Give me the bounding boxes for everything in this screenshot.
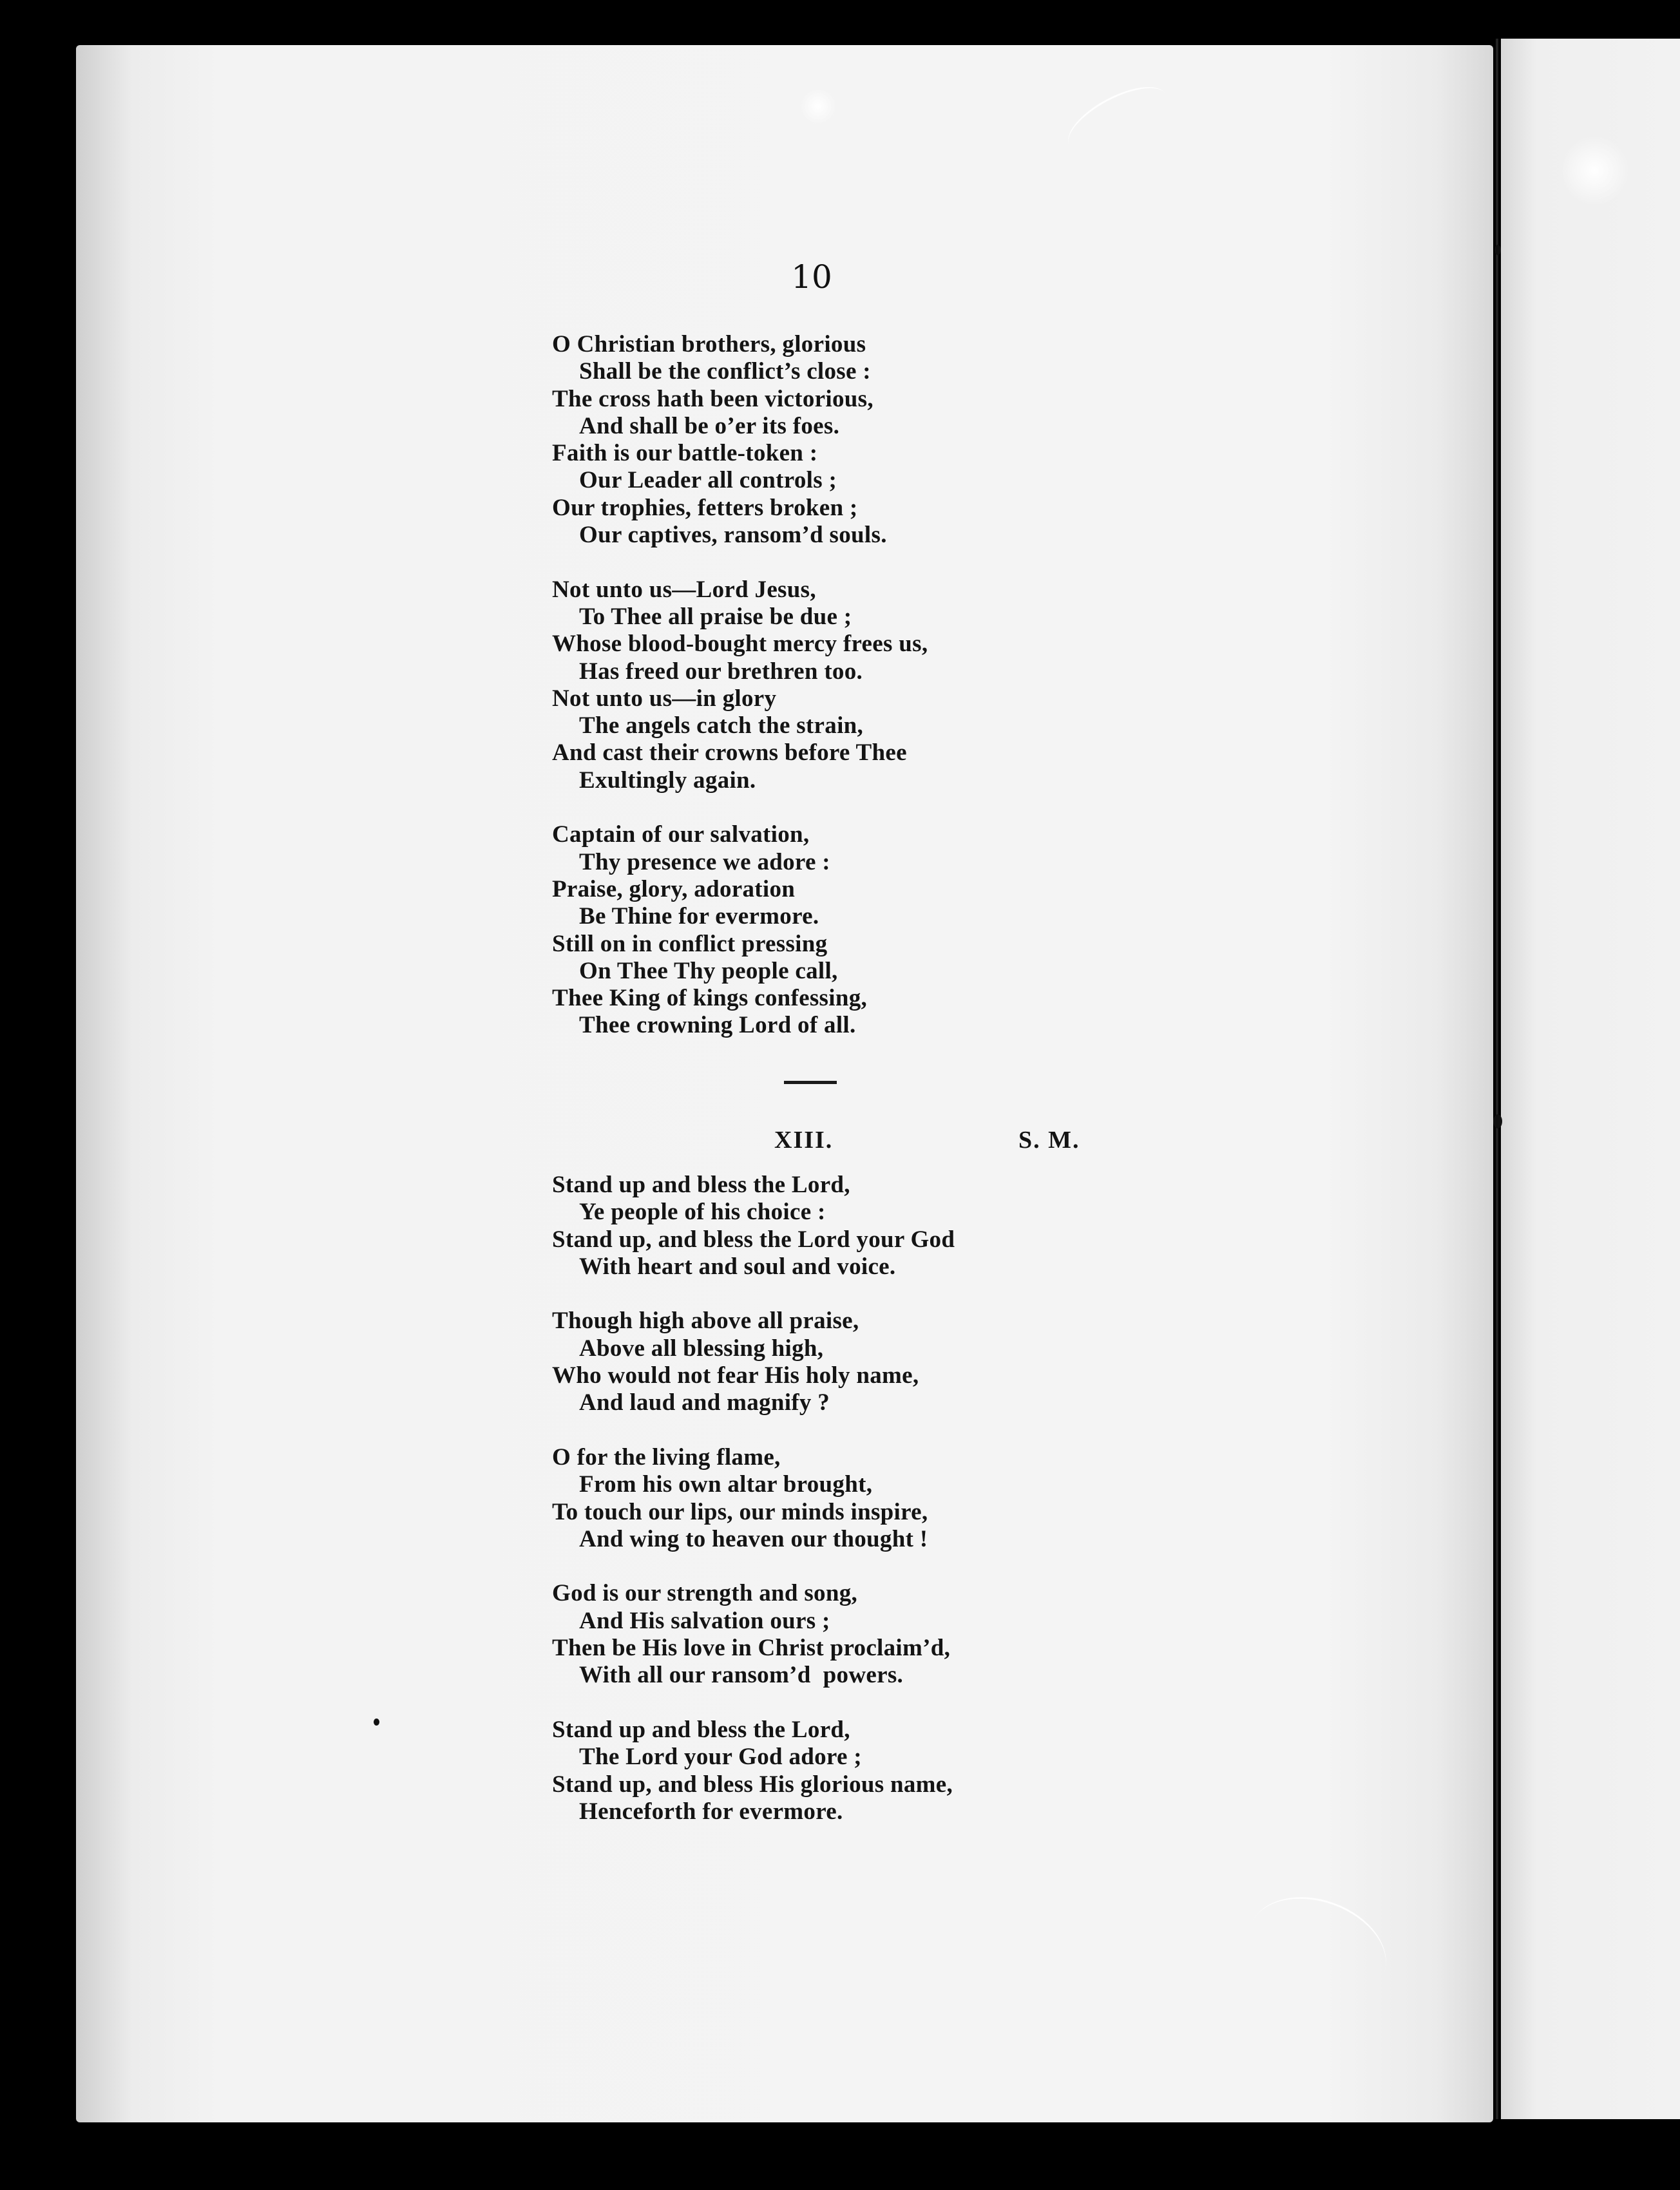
verse-line: Still on in conflict pressing: [552, 930, 828, 957]
verse-line: Though high above all praise,: [552, 1308, 859, 1335]
stanza: [552, 331, 1228, 549]
verse-line: To Thee all praise be due ;: [579, 603, 852, 630]
verse-line: God is our strength and song,: [552, 1580, 858, 1607]
verse-line: Stand up, and bless His glorious name,: [552, 1771, 953, 1798]
verse-line: Exultingly again.: [579, 766, 756, 794]
verse-line: And cast their crowns before Thee: [552, 739, 907, 766]
scan-glare: [1559, 135, 1630, 206]
verse-line: With heart and soul and voice.: [579, 1253, 896, 1280]
facing-page-edge: [1501, 39, 1680, 2119]
hymn-verses-part1: [552, 331, 1228, 1040]
verse-line: Not unto us—Lord Jesus,: [552, 576, 816, 603]
verse-line: Whose blood-bought mercy frees us,: [552, 631, 928, 658]
verse-line: Our trophies, fetters broken ;: [552, 494, 858, 521]
verse-line: Captain of our salvation,: [552, 821, 810, 848]
verse-line: Henceforth for evermore.: [579, 1798, 843, 1825]
stanza: [552, 576, 1228, 794]
hymn-number: XIII.: [774, 1127, 834, 1154]
scan-glare: [799, 87, 837, 126]
page-number: 10: [791, 258, 832, 296]
stanza: [552, 1172, 1228, 1281]
verse-line: And shall be o’er its foes.: [579, 412, 840, 439]
scan-speck: [374, 1719, 379, 1726]
verse-line: To touch our lips, our minds inspire,: [552, 1498, 928, 1525]
scan-speck: [1493, 1114, 1502, 1128]
scan-speck: [1494, 245, 1501, 255]
page-gutter: [1496, 39, 1498, 2119]
verse-line: O Christian brothers, glorious: [552, 331, 866, 357]
verse-line: With all our ransom’d powers.: [579, 1662, 904, 1689]
verse-line: Stand up, and bless the Lord your God: [552, 1226, 955, 1253]
stanza: [552, 1308, 1228, 1416]
verse-line: The angels catch the strain,: [579, 712, 864, 739]
verse-line: Thy presence we adore :: [579, 848, 830, 875]
stanza: [552, 1717, 1228, 1825]
stanza: [552, 1580, 1228, 1689]
verse-line: And His salvation ours ;: [579, 1607, 830, 1634]
verse-line: The Lord your God adore ;: [579, 1744, 862, 1771]
stanza: [552, 1444, 1228, 1553]
verse-line: The cross hath been victorious,: [552, 385, 873, 412]
verse-line: O for the living flame,: [552, 1443, 781, 1471]
verse-line: Above all blessing high,: [579, 1335, 824, 1362]
verse-line: Our captives, ransom’d souls.: [579, 522, 887, 549]
verse-line: Stand up and bless the Lord,: [552, 1172, 850, 1198]
verse-line: Then be His love in Christ proclaim’d,: [552, 1635, 951, 1662]
verse-line: Not unto us—in glory: [552, 685, 777, 712]
verse-line: Thee crowning Lord of all.: [579, 1012, 856, 1039]
verse-line: Shall be the conflict’s close :: [579, 358, 871, 385]
hymn-meter: S. M.: [1018, 1127, 1080, 1154]
verse-line: Who would not fear His holy name,: [552, 1362, 919, 1389]
verse-line: From his own altar brought,: [579, 1471, 873, 1498]
verse-line: Thee King of kings confessing,: [552, 985, 868, 1012]
section-rule: [784, 1081, 837, 1084]
verse-line: And wing to heaven our thought !: [579, 1525, 928, 1552]
verse-line: Our Leader all controls ;: [579, 467, 837, 494]
verse-line: Stand up and bless the Lord,: [552, 1716, 850, 1743]
verse-line: Praise, glory, adoration: [552, 875, 796, 902]
verse-line: Has freed our brethren too.: [579, 658, 863, 685]
verse-line: And laud and magnify ?: [579, 1389, 830, 1416]
verse-line: Faith is our battle-token :: [552, 440, 818, 467]
stanza: [552, 821, 1228, 1039]
hymn-verses-part2: [552, 1172, 1228, 1825]
verse-line: Ye people of his choice :: [579, 1199, 826, 1226]
verse-line: Be Thine for evermore.: [579, 903, 819, 930]
verse-line: On Thee Thy people call,: [579, 957, 838, 984]
